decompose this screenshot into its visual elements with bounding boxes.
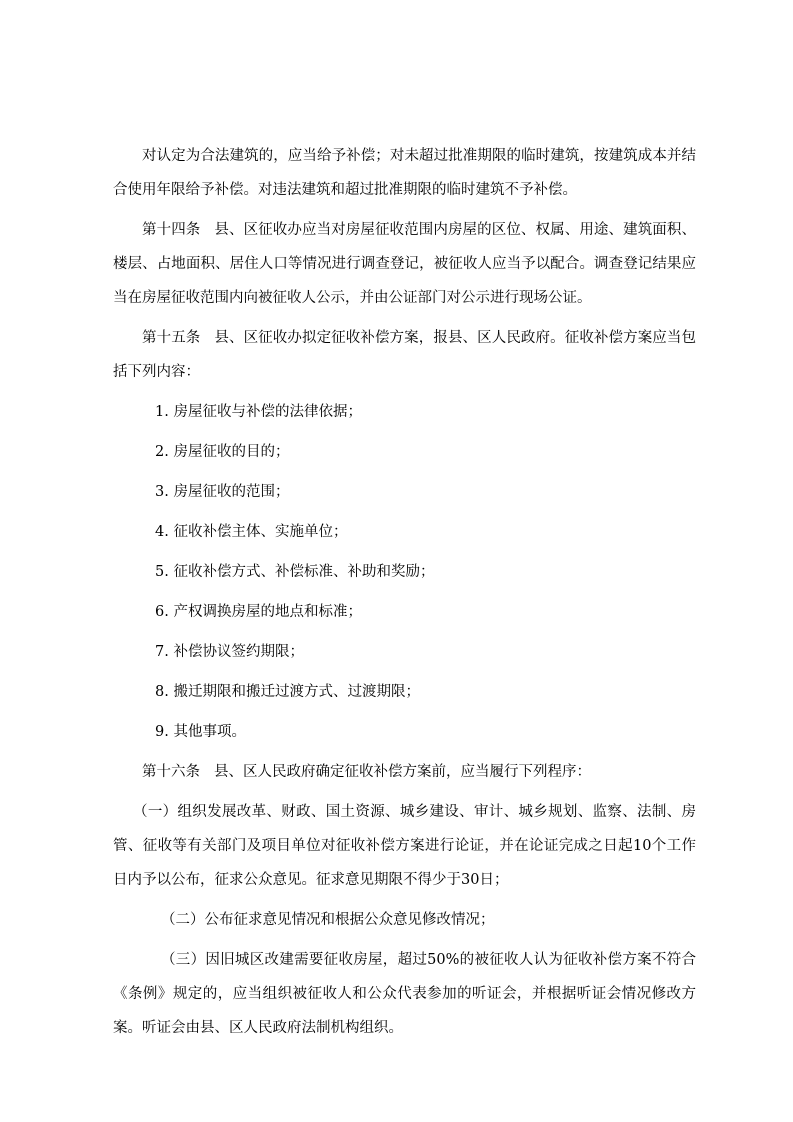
article-14-number: 第十四条	[142, 222, 201, 238]
article-14-text: 县、区征收办应当对房屋征收范围内房屋的区位、权属、用途、建筑面积、楼层、占地面积、居住人口等情况进行调查登记，被征收人应当予以配合。调查登记结果应当在房屋征收范围内向被征收人公示，并由公证部门对公示进行现场公证。	[113, 222, 696, 306]
list-item: 7. 补偿协议签约期限；	[155, 644, 304, 660]
article-15-text: 县、区征收办拟定征收补偿方案，报县、区人民政府。征收补偿方案应当包括下列内容：	[113, 330, 696, 380]
list-item: 2. 房屋征收的目的；	[155, 444, 290, 460]
procedure-item-3: （三）因旧城区改建需要征收房屋，超过50%的被征收人认为征收补偿方案不符合《条例》规定的，应当组织被征收人和公众代表参加的听证会，并根据听证会情况修改方案。听证会由县、区人民政府法制机构组织。	[113, 952, 696, 1036]
list-item: 4. 征收补偿主体、实施单位；	[155, 524, 348, 540]
article-15-number: 第十五条	[142, 330, 201, 346]
list-item: 5. 征收补偿方式、补偿标准、补助和奖励；	[155, 564, 435, 580]
list-item: 1. 房屋征收与补偿的法律依据；	[155, 404, 362, 420]
list-item: 8. 搬迁期限和搬迁过渡方式、过渡期限；	[155, 684, 420, 700]
procedure-item-1: （一）组织发展改革、财政、国土资源、城乡建设、审计、城乡规划、监察、法制、房管、征收等有关部门及项目单位对征收补偿方案进行论证，并在论证完成之日起10个工作日内予以公布，征求公众意见。征求意见期限不得少于30日；	[113, 804, 696, 888]
article-14	[113, 213, 696, 315]
list-item: 6. 产权调换房屋的地点和标准；	[155, 604, 362, 620]
paragraph-compensation: 对认定为合法建筑的，应当给予补偿；对未超过批准期限的临时建筑，按建筑成本并结合使用年限给予补偿。对违法建筑和超过批准期限的临时建筑不予补偿。	[113, 148, 696, 198]
list-item: 9. 其他事项。	[155, 724, 246, 740]
article-16	[113, 755, 696, 789]
list-item: 3. 房屋征收的范围；	[155, 484, 290, 500]
article-16-number: 第十六条	[142, 764, 200, 780]
article-16-text: 县、区人民政府确定征收补偿方案前，应当履行下列程序：	[214, 764, 591, 780]
article-15	[113, 321, 696, 389]
procedure-item-2: （二）公布征求意见情况和根据公众意见修改情况；	[161, 912, 495, 928]
